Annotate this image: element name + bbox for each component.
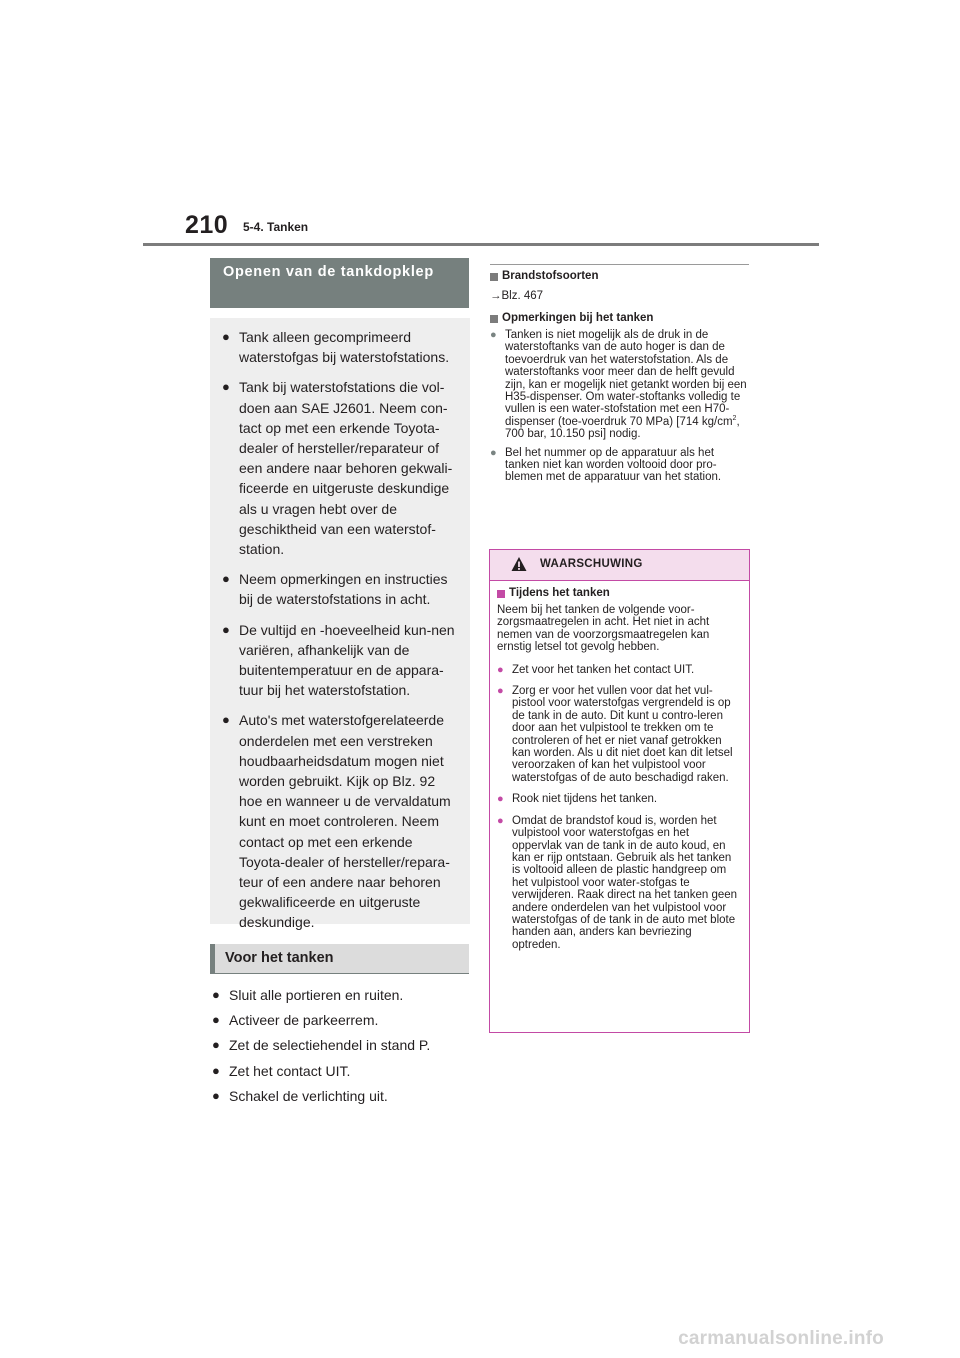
list-item: ● Neem opmerkingen en instructies bij de waterstofstations in acht.: [222, 569, 458, 609]
bullet-icon: ●: [490, 329, 497, 341]
bullet-icon: ●: [497, 814, 504, 827]
warning-triangle-icon: [511, 556, 527, 572]
list-item: ● Tanken is niet mogelijk als de druk in de waterstoftanks van de auto hoger is dan de toevoerdruk van het waterstofstation. Als de waterstoftanks voor meer dan de helft gevuld zijn, kan er mogelijk niet getankt worden bij een H35-dispenser. Om water-stoftanks volledig te vullen is een water-stofstation met een H70-dispenser (toe-voerdruk 70 MPa) [714 $kg/cm^2$, 700 bar, 10.150 psi] nodig.: [490, 329, 747, 441]
warning-box: [489, 549, 750, 1033]
list-item: ● Tank alleen gecomprimeerd waterstofgas bij waterstofstations.: [222, 327, 458, 367]
bullet-icon: ●: [497, 663, 504, 676]
list-item: ● Activeer de parkeerrem.: [212, 1010, 470, 1030]
warning-body: [490, 581, 749, 951]
watermark-text: carmanualsonline.info: [678, 1328, 884, 1349]
before-refueling-heading: Voor het tanken: [210, 944, 469, 974]
page-number: 210: [185, 211, 229, 239]
before-refueling-list: [212, 985, 470, 1111]
open-fuel-door-heading: Openen van de tankdopklep: [210, 258, 469, 308]
bullet-icon: ●: [212, 1062, 220, 1078]
bullet-icon: ●: [212, 987, 220, 1002]
right-column-divider: [490, 264, 749, 265]
warning-subtitle: Tijdens het tanken: [497, 586, 740, 601]
list-item: ● Omdat de brandstof koud is, worden het vulpistool voor waterstofgas en het oppervlak van de tank in de auto koud, en kan er rijp ontstaan. Gebruik als het tanken is voltooid alleen de plastic handgreep om het vulpistool voor water-stofgas te verwijderen. Raak direct na het tanken geen andere onderdelen van het vulpistool voor waterstofgas of de tank in de auto met blote handen aan, anders kan bevriezing optreden.: [497, 814, 738, 951]
warning-title: WAARSCHUWING: [540, 558, 643, 570]
bullet-icon: ●: [222, 329, 230, 344]
bullet-icon: ●: [222, 621, 230, 637]
page-reference-link[interactable]: →Blz. 467: [490, 290, 544, 302]
list-item: ● De vultijd en -hoeveelheid kun-nen variëren, afhankelijk van de buitentemperatuur en de appara-tuur bij het waterstofstation.: [222, 620, 458, 701]
bullet-icon: ●: [490, 446, 497, 459]
warning-header: [490, 550, 749, 581]
list-item: ● Zorg er voor het vullen voor dat het vul-pistool voor waterstofgas vergrendeld is op de tank in de auto. Dit kunt u contro-leren door aan het vulpistool te trekken om te controleren of het er niet vanaf getrokken kan worden. Als u dit niet doet kan dit letsel veroorzaken of kan het vulpistool voor waterstofgas of de auto beschadigd raken.: [497, 685, 733, 784]
list-item: ● Bel het nummer op de apparatuur als het tanken niet kan worden voltooid door pro-blemen met de apparatuur van het station.: [490, 446, 722, 484]
square-bullet-icon: [490, 273, 498, 281]
list-item: ● Schakel de verlichting uit.: [212, 1086, 470, 1106]
bullet-icon: ●: [212, 1012, 220, 1028]
list-item: ● Tank bij waterstofstations die vol-doen aan SAE J2601. Neem con-tact op met een erkende Toyota-dealer of hersteller/reparateur of een andere naar behoren gekwali-ficeerde en uitgeruste deskundige als u vragen hebt over de geschiktheid van een waterstof-station.: [222, 377, 458, 559]
square-bullet-icon: [490, 315, 498, 323]
list-item: ● Zet het contact UIT.: [212, 1061, 470, 1081]
open-fuel-door-box: [210, 318, 470, 931]
bullet-icon: ●: [222, 571, 230, 587]
bullet-icon: ●: [212, 1037, 220, 1053]
square-bullet-icon: [497, 590, 505, 598]
bullet-icon: ●: [222, 712, 230, 728]
list-item: ● Auto's met waterstofgerelateerde onderdelen met een verstreken houdbaarheidsdatum mogen niet worden gebruikt. Kijk op Blz. 92 hoe en wanneer u de vervaldatum kunt en moet controleren. Neem contact op met een erkende Toyota-dealer of hersteller/repara-teur of een andere naar behoren gekwalificeerde en uitgeruste deskundige.: [222, 710, 458, 932]
header-divider: [143, 243, 819, 246]
list-item: ● Rook niet tijdens het tanken.: [497, 793, 658, 806]
bullet-icon: ●: [497, 685, 504, 698]
refuel-notes-heading: Opmerkingen bij het tanken: [490, 311, 749, 326]
bullet-icon: ●: [222, 379, 230, 395]
bullet-icon: ●: [497, 793, 504, 806]
section-title: 5-4. Tanken: [243, 220, 309, 234]
right-column: [490, 269, 749, 484]
list-item: ● Zet voor het tanken het contact UIT.: [497, 663, 695, 676]
fuel-types-heading: Brandstofsoorten: [490, 269, 749, 284]
warning-intro: Neem bij het tanken de volgende voor-zorgsmaatregelen in acht. Het niet in acht nemen van de voorzorgsmaatregelen kan ernstig letsel tot gevolg hebben.: [497, 604, 710, 654]
bullet-icon: ●: [212, 1087, 220, 1103]
list-item: ● Zet de selectiehendel in stand P.: [212, 1035, 470, 1055]
list-item: ● Sluit alle portieren en ruiten.: [212, 985, 470, 1005]
